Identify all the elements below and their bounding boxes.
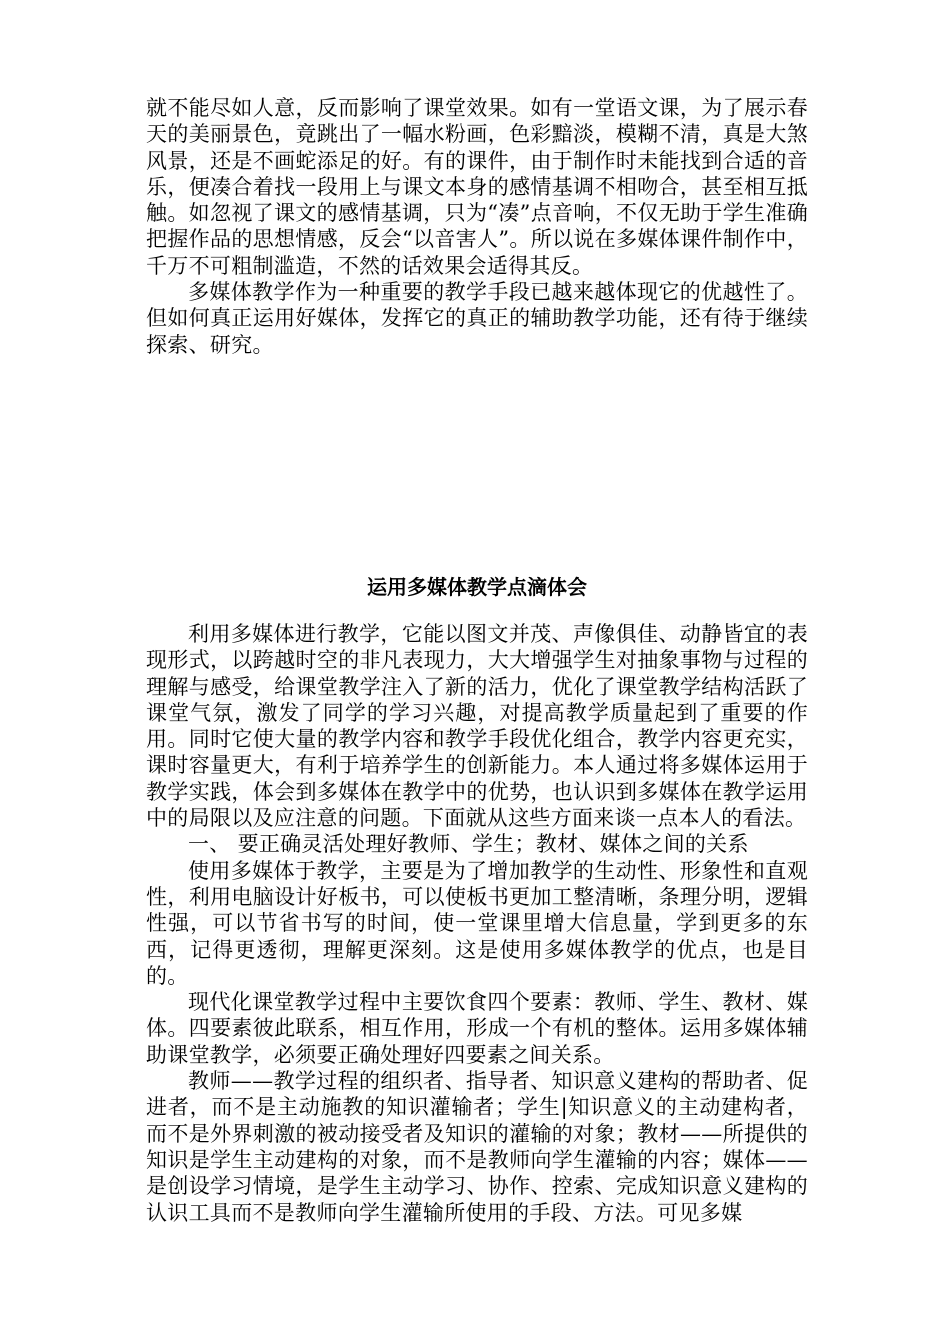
paragraph: 就不能尽如人意，反而影响了课堂效果。如有一堂语文课，为了展示春天的美丽景色，竟跳出了一幅水粉画，色彩黯淡，模糊不清，真是大煞风景，还是不画蛇添足的好。有的课件，由于制作时未能找到合适的音乐，便凑合着找一段用上与课文本身的感情基调不相吻合，甚至相互抵触。如忽视了课文的感情基调，只为“凑”点音响，不仅无助于学生准确把握作品的思想情感，反会“以音害人”。所以说在多媒体课件制作中，千万不可粗制滥造，不然的话效果会适得其反。 [146,96,808,278]
section-heading: 一、 要正确灵活处理好教师、学生；教材、媒体之间的关系 [188,832,749,857]
article-title: 运用多媒体教学点滴体会 [367,575,587,599]
paragraph: 现代化课堂教学过程中主要饮食四个要素：教师、学生、教材、媒体。四要素彼此联系，相互作用，形成一个有机的整体。运用多媒体辅助课堂教学，必须要正确处理好四要素之间关系。 [146,990,808,1067]
paragraph: 使用多媒体于教学，主要是为了增加教学的生动性、形象性和直观性，利用电脑设计好板书，可以使板书更加工整清晰，条理分明，逻辑性强，可以节省书写的时间，使一堂课里增大信息量，学到更多的东西，记得更透彻，理解更深刻。这是使用多媒体教学的优点，也是目的。 [146,858,808,988]
article-body [146,621,808,1226]
paragraph: 多媒体教学作为一种重要的教学手段已越来越体现它的优越性了。但如何真正运用好媒体，发挥它的真正的辅助教学功能，还有待于继续探索、研究。 [146,280,808,357]
paragraph: 利用多媒体进行教学，它能以图文并茂、声像俱佳、动静皆宜的表现形式，以跨越时空的非凡表现力，大大增强学生对抽象事物与过程的理解与感受，给课堂教学注入了新的活力，优化了课堂教学结构活跃了课堂气氛，激发了同学的学习兴趣，对提高教学质量起到了重要的作用。同时它使大量的教学内容和教学手段优化组合，教学内容更充实，课时容量更大，有利于培养学生的创新能力。本人通过将多媒体运用于教学实践，体会到多媒体在教学中的优势，也认识到多媒体在教学运用中的局限以及应注意的问题。下面就从这些方面来谈一点本人的看法。 [146,622,808,831]
previous-article-ending [146,95,808,358]
paragraph: 教师——教学过程的组织者、指导者、知识意义建构的帮助者、促进者，而不是主动施教的知识灌输者；学生|知识意义的主动建构者，而不是外界刺激的被动接受者及知识的灌输的对象；教材——所提供的知识是学生主动建构的对象，而不是教师向学生灌输的内容；媒体——是创设学习情境，是学生主动学习、协作、控索、完成知识意义建构的认识工具而不是教师向学生灌输所使用的手段、方法。可见多媒 [146,1069,808,1225]
